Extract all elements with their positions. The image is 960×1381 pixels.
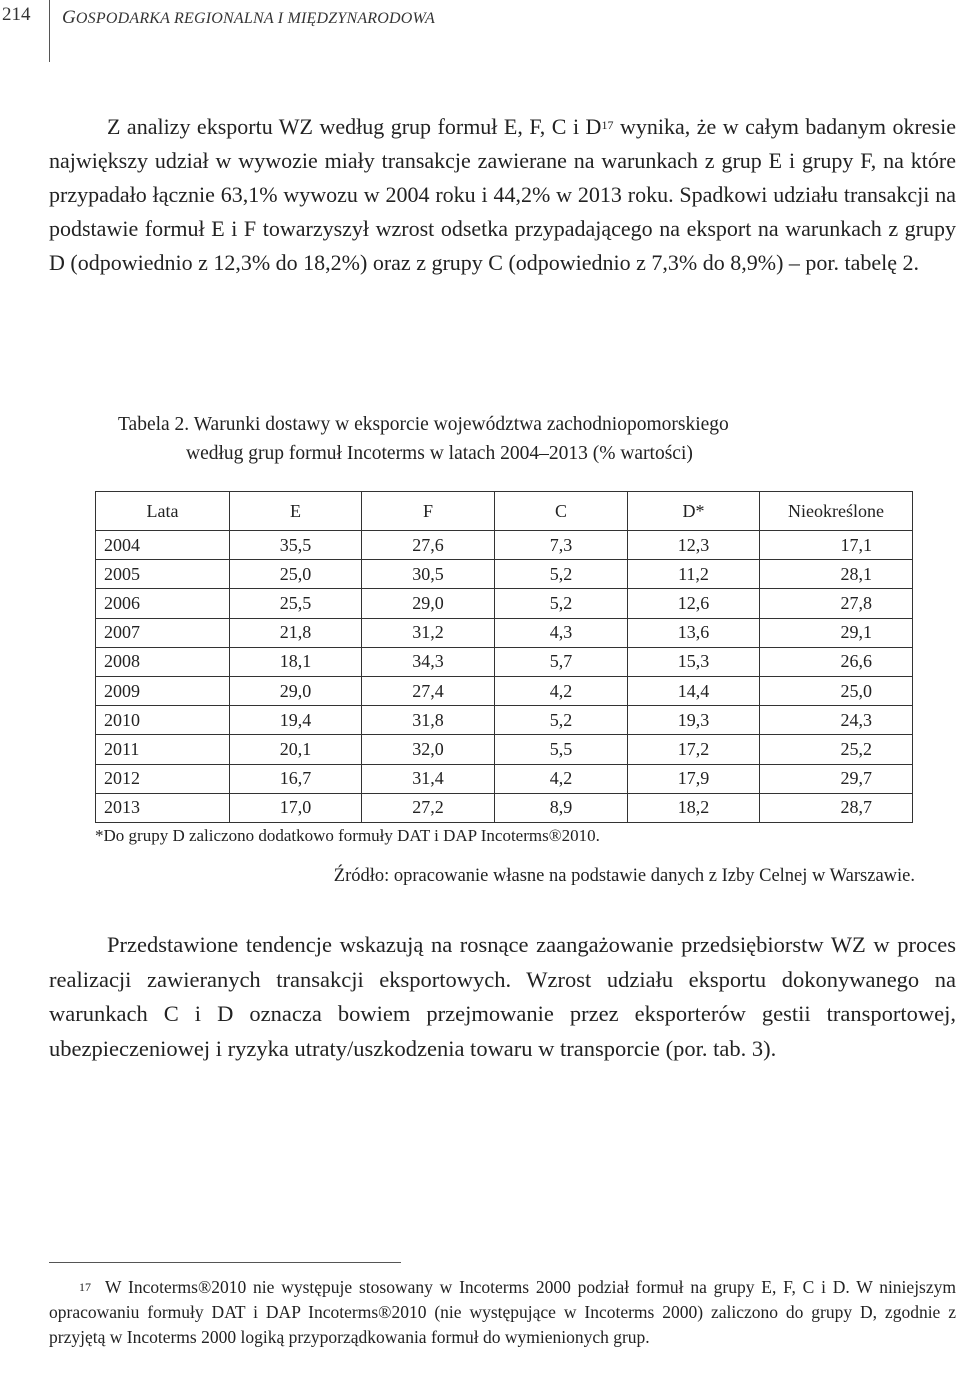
table-cell-value: 4,2 xyxy=(495,676,628,705)
header-cell-lata: Lata xyxy=(96,492,230,531)
table-cell-year: 2009 xyxy=(96,676,230,705)
table-row xyxy=(96,531,913,560)
table-row xyxy=(96,647,913,676)
footnote-reference[interactable]: 17 xyxy=(601,118,614,132)
table-source: Źródło: opracowanie własne na podstawie danych z Izby Celnej w Warszawie. xyxy=(333,866,915,886)
paragraph1-text-b: wynika, że w całym badanym okresie największy udział w wywozie miały transakcje zawierane na warunkach z grup E i grupy F, na które przypadało łącznie 63,1% wywozu w 2004 roku i 44,2% w 2013 roku. Spadkowi udziału transakcji na podstawie formuł E i F towarzyszył wzrost odsetka przypadającego na eksport na warunkach z grupy D (odpowiednio z 12,3% do 18,2%) oraz z grupy C (odpowiednio z 7,3% do 8,9%) – por. tabelę 2. xyxy=(49,114,956,275)
table-cell-value: 27,2 xyxy=(362,793,495,822)
table-row xyxy=(96,560,913,589)
table-cell-value: 24,3 xyxy=(760,706,913,735)
running-title xyxy=(62,7,435,29)
table-cell-value: 26,6 xyxy=(760,647,913,676)
paragraph1-text-a: Z analizy eksportu WZ według grup formuł E, F, C i D xyxy=(107,114,602,139)
table-cell-value: 19,3 xyxy=(628,706,760,735)
footnote-mark: 17 xyxy=(79,1280,91,1294)
table-cell-value: 14,4 xyxy=(628,676,760,705)
table-cell-value: 34,3 xyxy=(362,647,495,676)
table-cell-year: 2013 xyxy=(96,793,230,822)
header-cell-e: E xyxy=(230,492,362,531)
table-cell-value: 25,0 xyxy=(230,560,362,589)
table-cell-value: 29,1 xyxy=(760,618,913,647)
table-cell-value: 21,8 xyxy=(230,618,362,647)
table-row xyxy=(96,618,913,647)
table-cell-value: 16,7 xyxy=(230,764,362,793)
table-cell-value: 8,9 xyxy=(495,793,628,822)
paragraph2-text: Przedstawione tendencje wskazują na rosnące zaangażowanie przedsiębiorstw WZ w proces realizacji zawieranych transakcji eksportowych. Wzrost udziału eksportu dokonywanego na warunkach C i D oznacza bowiem przejmowanie przez eksporterów gestii transportowej, ubezpieczeniowej i ryzyka utraty/uszkodzenia towaru w transporcie (por. tab. 3). xyxy=(49,932,956,1061)
table-note: *Do grupy D zaliczono dodatkowo formuły DAT i DAP Incoterms®2010. xyxy=(95,826,600,845)
table-cell-year: 2011 xyxy=(96,735,230,764)
table-cell-value: 17,1 xyxy=(760,531,913,560)
table-header-row xyxy=(96,492,913,531)
table-cell-value: 27,6 xyxy=(362,531,495,560)
table-caption xyxy=(118,410,918,468)
table-cell-value: 32,0 xyxy=(362,735,495,764)
table-cell-value: 12,6 xyxy=(628,589,760,618)
table-cell-value: 17,2 xyxy=(628,735,760,764)
table-cell-value: 35,5 xyxy=(230,531,362,560)
table-cell-value: 31,2 xyxy=(362,618,495,647)
table-cell-year: 2005 xyxy=(96,560,230,589)
running-title-initial: G xyxy=(62,7,76,28)
table-cell-value: 20,1 xyxy=(230,735,362,764)
table-row xyxy=(96,764,913,793)
table-cell-value: 28,1 xyxy=(760,560,913,589)
table-cell-year: 2004 xyxy=(96,531,230,560)
table-cell-value: 12,3 xyxy=(628,531,760,560)
table-row xyxy=(96,589,913,618)
table-cell-value: 17,9 xyxy=(628,764,760,793)
table-cell-value: 29,0 xyxy=(230,676,362,705)
table-cell-value: 28,7 xyxy=(760,793,913,822)
table-cell-value: 29,7 xyxy=(760,764,913,793)
table-row xyxy=(96,676,913,705)
page-header xyxy=(0,0,960,40)
table-cell-year: 2012 xyxy=(96,764,230,793)
table-cell-year: 2006 xyxy=(96,589,230,618)
running-title-rest: OSPODARKA REGIONALNA I MIĘDZYNARODOWA xyxy=(75,10,435,27)
body-paragraph-1 xyxy=(49,110,956,280)
table-cell-value: 27,4 xyxy=(362,676,495,705)
table-cell-value: 25,2 xyxy=(760,735,913,764)
header-divider xyxy=(49,0,50,62)
table-cell-value: 18,2 xyxy=(628,793,760,822)
table-cell-value: 5,2 xyxy=(495,706,628,735)
table-cell-value: 4,2 xyxy=(495,764,628,793)
table-cell-value: 18,1 xyxy=(230,647,362,676)
table-cell-value: 27,8 xyxy=(760,589,913,618)
table-cell-value: 30,5 xyxy=(362,560,495,589)
table-cell-year: 2010 xyxy=(96,706,230,735)
table-cell-value: 25,5 xyxy=(230,589,362,618)
table-cell-value: 17,0 xyxy=(230,793,362,822)
table-cell-value: 7,3 xyxy=(495,531,628,560)
footnote-rule xyxy=(49,1262,401,1263)
table-cell-value: 5,5 xyxy=(495,735,628,764)
table-cell-value: 11,2 xyxy=(628,560,760,589)
table-cell-value: 4,3 xyxy=(495,618,628,647)
table-caption-line2: według grup formuł Incoterms w latach 2004–2013 (% wartości) xyxy=(186,443,693,464)
header-cell-nieokreslone: Nieokreślone xyxy=(760,492,913,531)
table-cell-value: 19,4 xyxy=(230,706,362,735)
table-caption-line1: Tabela 2. Warunki dostawy w eksporcie województwa zachodniopomorskiego xyxy=(118,414,729,435)
page-number: 214 xyxy=(2,4,31,25)
footnote-text: W Incoterms®2010 nie występuje stosowany w Incoterms 2000 podział formuł na grupy E, F, C i D. W niniejszym opracowaniu formuły DAT i DAP Incoterms®2010 (nie występujące w Incoterms 2000) zaliczono do grupy D, zgodnie z przyjętą w Incoterms 2000 logiką przyporządkowania formuł do wymienionych grup. xyxy=(49,1277,956,1347)
header-cell-f: F xyxy=(362,492,495,531)
header-cell-d: D* xyxy=(628,492,760,531)
data-table xyxy=(95,491,913,823)
table-cell-value: 29,0 xyxy=(362,589,495,618)
table-body xyxy=(96,531,913,823)
footnote xyxy=(49,1275,956,1350)
table-row xyxy=(96,735,913,764)
body-paragraph-2 xyxy=(49,928,956,1066)
table-row xyxy=(96,793,913,822)
table-cell-value: 13,6 xyxy=(628,618,760,647)
table-cell-value: 15,3 xyxy=(628,647,760,676)
table-cell-value: 5,7 xyxy=(495,647,628,676)
table-cell-value: 31,4 xyxy=(362,764,495,793)
table-row xyxy=(96,706,913,735)
table-cell-value: 5,2 xyxy=(495,560,628,589)
table-cell-value: 5,2 xyxy=(495,589,628,618)
table-cell-year: 2007 xyxy=(96,618,230,647)
table-cell-year: 2008 xyxy=(96,647,230,676)
header-cell-c: C xyxy=(495,492,628,531)
table-cell-value: 31,8 xyxy=(362,706,495,735)
table-cell-value: 25,0 xyxy=(760,676,913,705)
